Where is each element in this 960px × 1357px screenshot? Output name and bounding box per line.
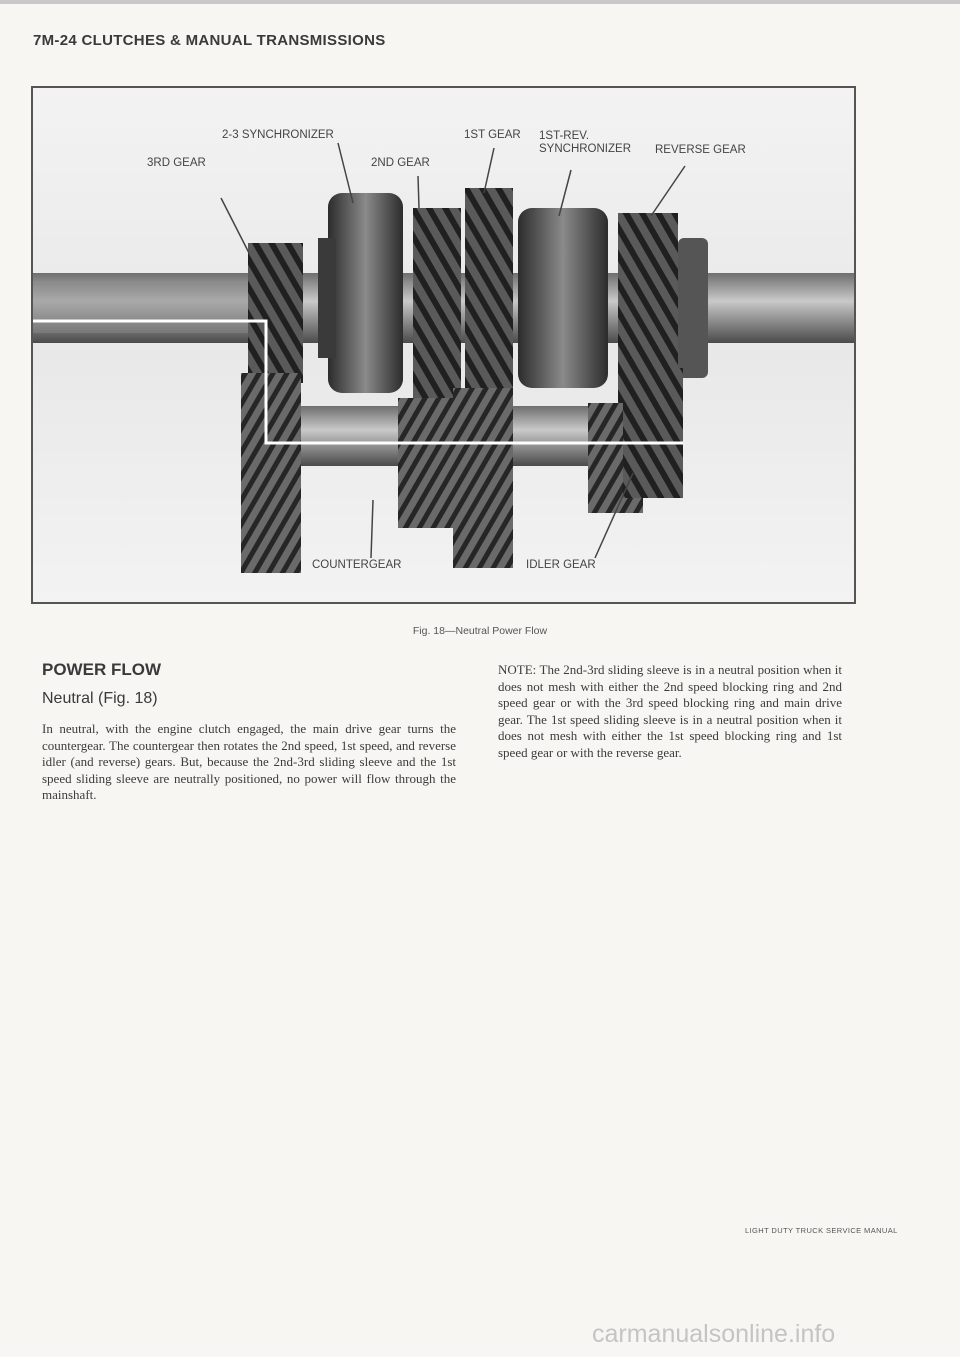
callout-3rd-gear: 3RD GEAR	[147, 157, 206, 169]
page-header: 7M-24 CLUTCHES & MANUAL TRANSMISSIONS	[33, 32, 386, 49]
callout-2nd-gear: 2ND GEAR	[371, 157, 430, 169]
callout-idler-gear: IDLER GEAR	[526, 559, 596, 571]
top-rule	[0, 0, 960, 4]
page-footer: LIGHT DUTY TRUCK SERVICE MANUAL	[745, 1226, 898, 1235]
figure-caption: Fig. 18—Neutral Power Flow	[412, 625, 548, 637]
callout-1st-rev-synchronizer-line1: 1ST-REV.	[539, 130, 590, 142]
section-title: POWER FLOW	[42, 660, 161, 679]
figure-neutral-power-flow	[31, 86, 856, 604]
callout-2-3-synchronizer: 2-3 SYNCHRONIZER	[222, 129, 334, 141]
section-subtitle: Neutral (Fig. 18)	[42, 690, 158, 707]
watermark: carmanualsonline.info	[592, 1320, 836, 1348]
callout-1st-gear: 1ST GEAR	[464, 129, 521, 141]
callout-reverse-gear: REVERSE GEAR	[655, 144, 746, 156]
body-paragraph: In neutral, with the engine clutch engaged, the main drive gear turns the countergear. The countergear then rotates the 2nd speed, 1st speed, and reverse idler (and reverse) gears. But, because the 2nd-3rd sliding sleeve and the 1st speed sliding sleeve are neutrally positioned, no power will flow through the mainshaft.	[42, 721, 456, 802]
callout-countergear: COUNTERGEAR	[312, 559, 402, 571]
note-paragraph: NOTE: The 2nd-3rd sliding sleeve is in a neutral position when it does not mesh with either the 2nd speed blocking ring and 2nd speed gear or with the 3rd speed blocking ring and main drive gear. The 1st speed sliding sleeve is in a neutral position when it does not mesh with either the 1st speed blocking ring and 1st speed gear or with the reverse gear.	[498, 662, 842, 760]
callout-1st-rev-synchronizer-line2: SYNCHRONIZER	[539, 143, 632, 155]
